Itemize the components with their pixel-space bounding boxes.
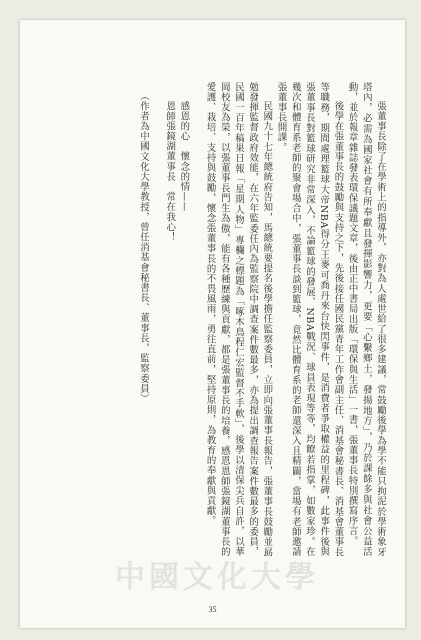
paragraph-advice: 張董事長除了在學術上的指導外，亦對為人處世給了很多建議，常鼓勵後學為學不能只拘泥於學術象牙塔內，必需為國家社會有所奉獻且發揮影響力，更要「心繫鄉土，發揚地方」，乃於課餘多與社會公益活動，並於報章雜誌發表環保議題文章，後由正中書局出版「環保與生活」一書，張董事長特別撰寫序言。: [346, 82, 386, 557]
university-watermark: 中國文化大學: [115, 560, 319, 595]
paragraph-control-yuan: 民國九十七年總統府告知，馬總統要提名後學擔任監察委員，立即向張董事長報告，張董事長鼓勵並勗勉發揮監督政府效能，在六年監委任內為監察院中調查案件數最多，亦為提出調查報告案件數最多的委員，民國一百年稿果日報「星期人物」專欄之標題為「啄木鳥程仁宏監督不手軟」，後學以清保尖兵自許，以華岡校友為榮，以張董事長門生為傲，能有各種歷練與貢獻，都是張董事長的培養，感恩恩師張鏡湖董事長的愛護、栽培、支持與鼓勵，懷念張董事長的不畏風雨，勇往直前，堅持原則，為教育的奉獻與貢獻。: [204, 82, 273, 557]
article-body: [75, 82, 387, 557]
closing-gratitude: 感恩的心 懷念的情——: [178, 100, 190, 212]
closing-tribute: 恩師張鏡湖董事長 常在我心！: [164, 100, 176, 243]
document-page: [20, 20, 405, 628]
page-number: 35: [208, 605, 217, 614]
author-credit: （作者為中國文化大學教授，曾任消基會秘書長、董事長，監察委員）: [137, 91, 149, 405]
paragraph-career: 後學在張董事長的鼓勵與支持之下，先後接任國民黨青年工作會副主任、消基會秘書長、消基會董事長等職務，期間處理籃球大帝NBA得分王麥可喬丹來台快閃事件，是消費者爭取權益的里程碑，此事件後與張董事長對籃球研究非常深入，不論籃球的發展、NBA戰況、球員表現等等，均瞭若指掌，如數家珍。在幾次和體育系老師的聚會場合中，張董事長談到籃球，竟然比體育系的老師還深入且精闢，當場有老師邀請張董事長開課。: [275, 82, 344, 557]
